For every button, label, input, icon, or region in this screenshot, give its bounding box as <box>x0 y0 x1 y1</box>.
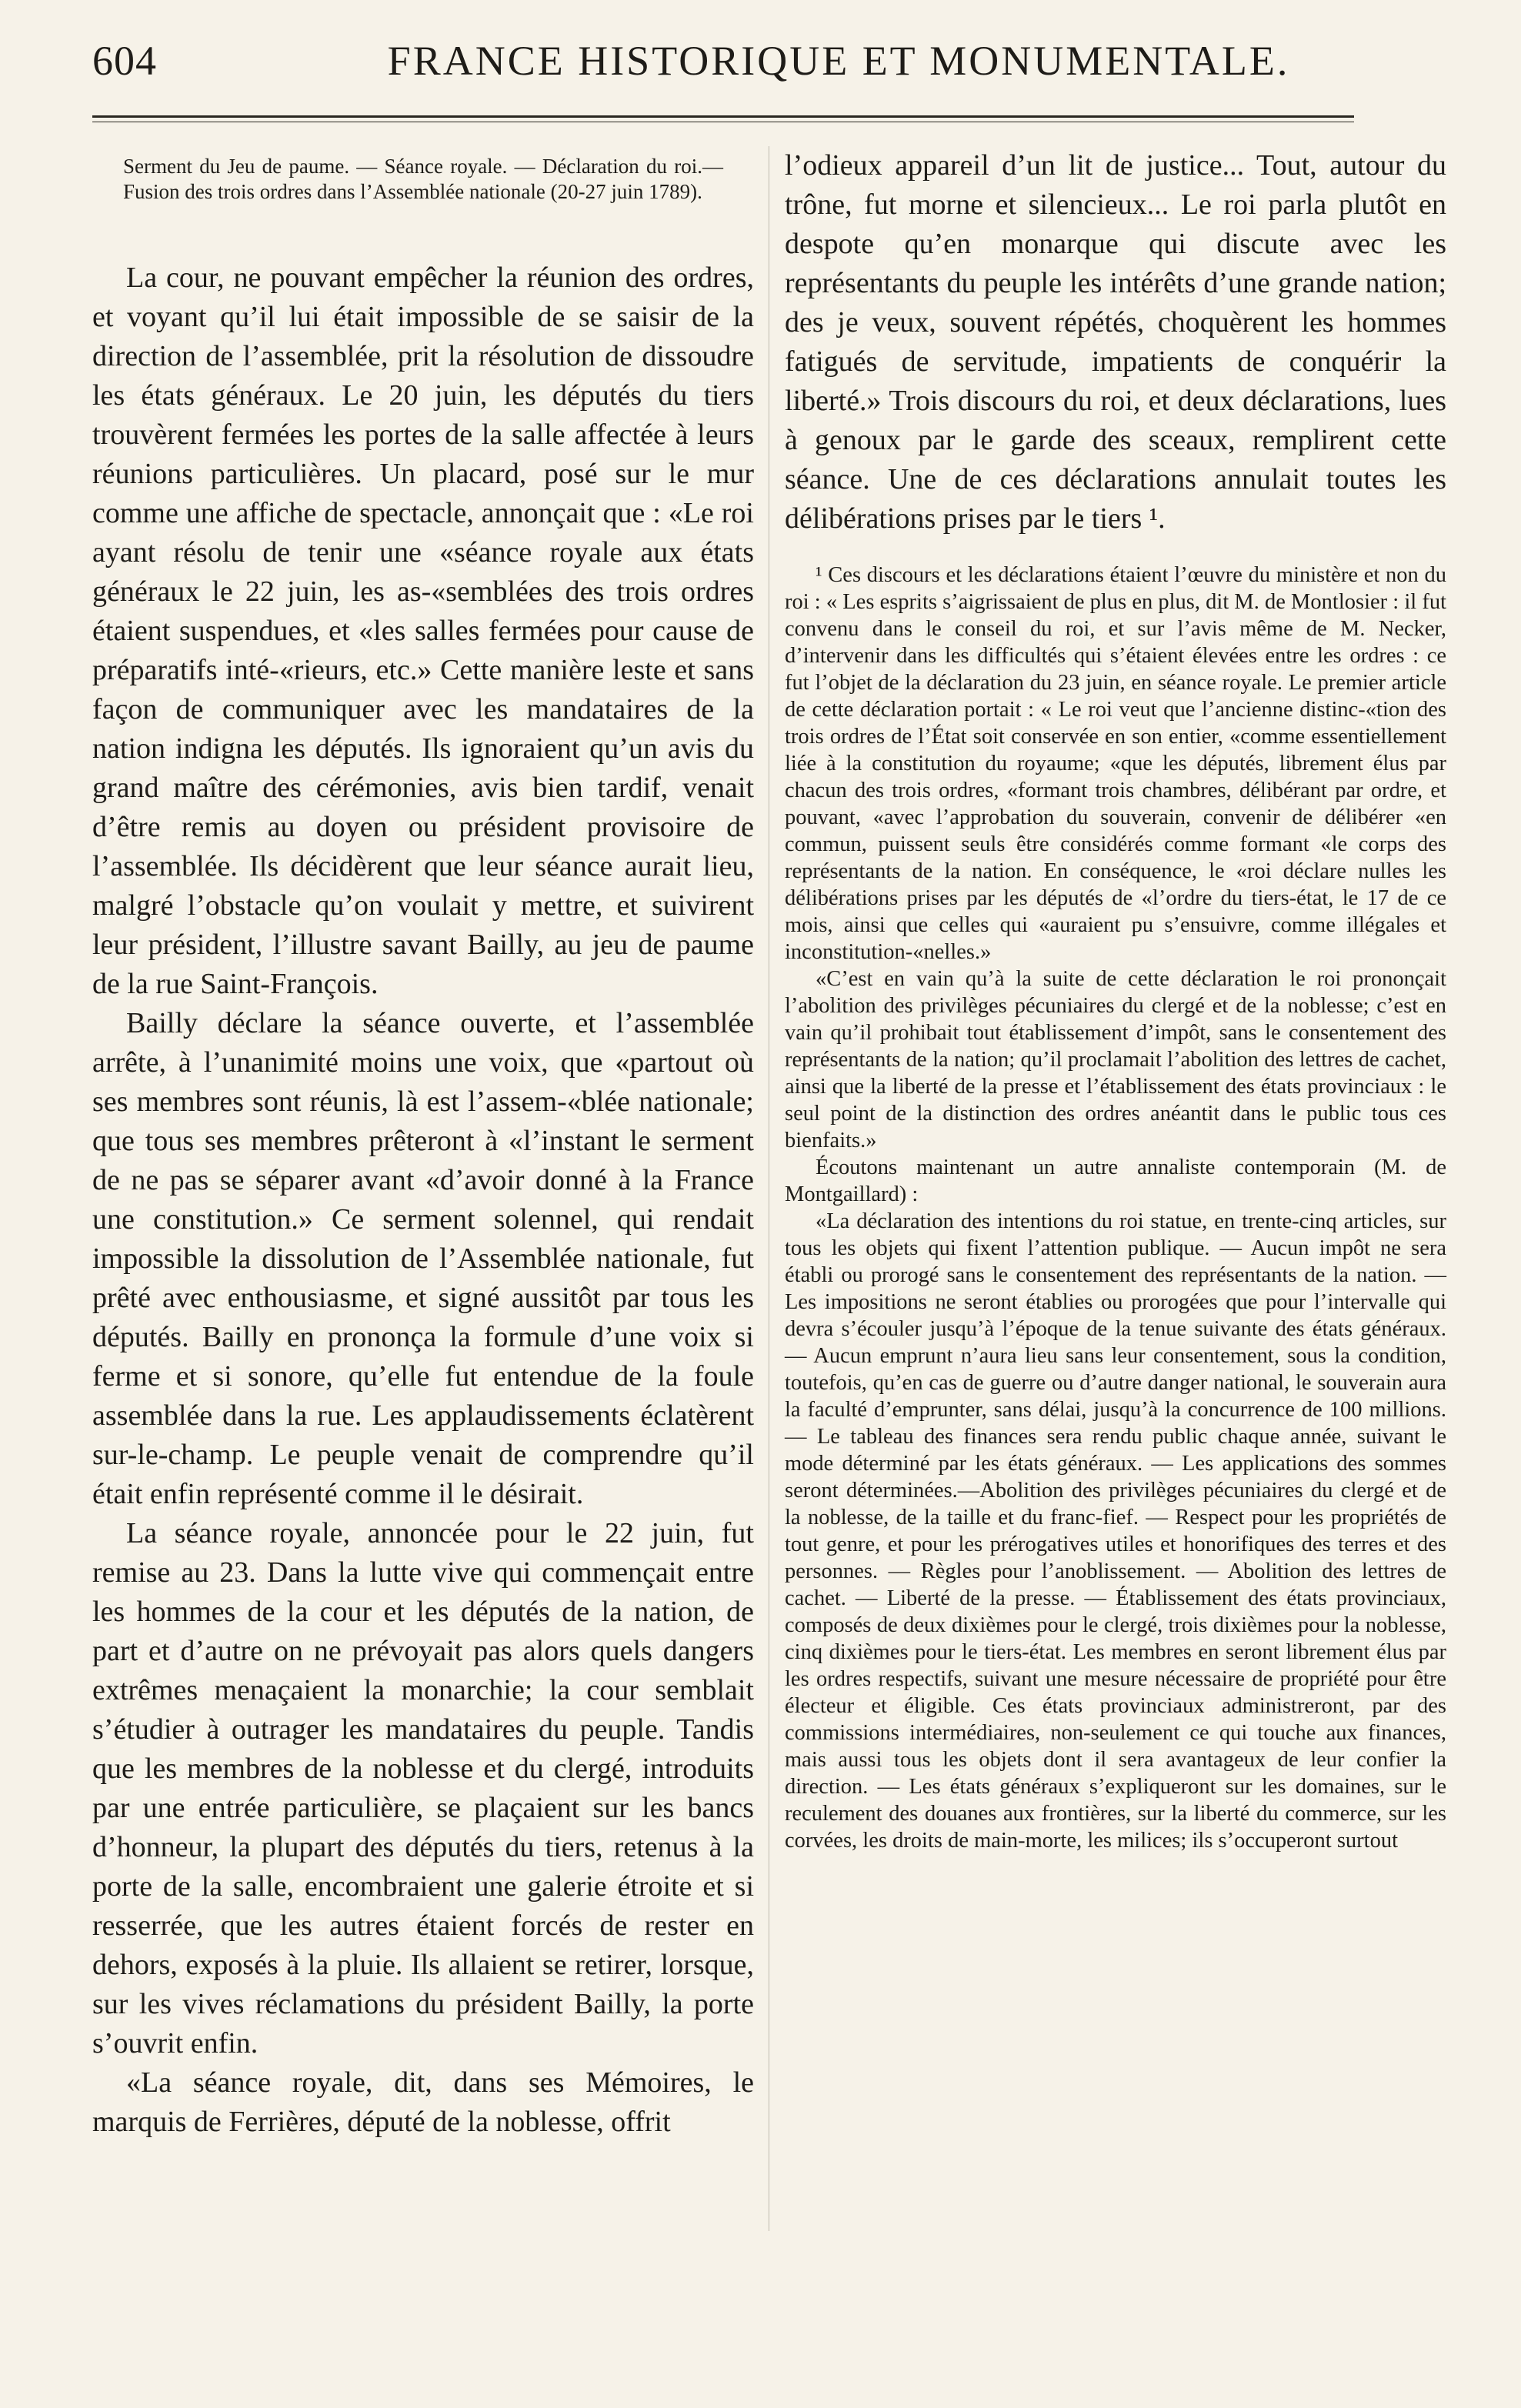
right-column <box>785 146 1446 1854</box>
footnote: «La déclaration des intentions du roi statue, en trente-cinq articles, sur tous les objets qui fixent l’attention publique. — Aucun impôt ne sera établi ou prorogé sans le consentement des représentants de la nation. — Les impositions ne seront établies ou prorogées que pour l’intervalle qui devra s’écouler jusqu’à l’époque de la tenue suivante des états généraux. — Aucun emprunt n’aura lieu sans leur consentement, sous la condition, toutefois, qu’en cas de guerre ou d’autre danger national, le souverain aura la faculté d’emprunter, sans délai, jusqu’à la concurrence de 100 millions. — Le tableau des finances sera rendu public chaque année, suivant le mode déterminé par les états généraux. — Les applications des sommes seront déterminées.—Abolition des privilèges pécuniaires du clergé et de la noblesse, de la taille et du franc-fief. — Respect pour les propriétés de tout genre, et pour les prérogatives utiles et honorifiques des terres et des personnes. — Règles pour l’anoblissement. — Abolition des lettres de cachet. — Liberté de la presse. — Établissement des états provinciaux, composés de deux dixièmes pour le clergé, trois dixièmes pour la noblesse, cinq dixièmes pour le tiers-état. Les membres en seront librement élus par les ordres respectifs, suivant une mesure nécessaire de propriété pour être électeur et éligible. Ces états provinciaux administreront, par des commissions intermédiaires, non-seulement ce qui touche aux finances, mais aussi tous les objets dont il sera avantageux de leur confier la direction. — Les états généraux s’expliqueront sur les domaines, sur le reculement des douanes aux frontières, sur la liberté du commerce, sur les corvées, les droits de main-morte, les milices; ils s’occuperont surtout <box>785 1209 1446 1853</box>
footnote: Écoutons maintenant un autre annaliste contemporain (M. de Montgaillard) : <box>785 1156 1446 1206</box>
footnote: «C’est en vain qu’à la suite de cette déclaration le roi prononçait l’abolition des privilèges pécuniaires du clergé et de la noblesse; c’est en vain qu’il prohibait tout établissement d’impôt, sans le consentement des représentants de la nation; qu’il proclamait l’abolition des lettres de cachet, ainsi que la liberté de la presse et l’établissement des états provinciaux : le seul point de la distinction des ordres anéantit dans le public tous ces bienfaits.» <box>785 967 1446 1152</box>
left-column <box>92 146 754 2142</box>
paragraph: «La séance royale, dit, dans ses Mémoires, le marquis de Ferrières, député de la noblesse, offrit <box>92 2066 754 2138</box>
footnote: ¹ Ces discours et les déclarations étaient l’œuvre du ministère et non du roi : « Les esprits s’aigrissaient de plus en plus, dit M. de Montlosier : il fut convenu dans le conseil du roi, et sur l’avis même de M. Necker, d’intervenir dans les difficultés qui s’étaient élevées entre les ordres : ce fut l’objet de la déclaration du 23 juin, en séance royale. Le premier article de cette déclaration portait : « Le roi veut que l’ancienne distinc-«tion des trois ordres de l’État soit conservée en son entier, «comme essentiellement liée à la constitution du royaume; «que les députés, librement élus par chacun des trois ordres, «formant trois chambres, délibérant par ordre, et pouvant, «avec l’approbation du souverain, convenir de délibérer «en commun, puissent seuls être considérés comme formant «le corps des représentants de la nation. En conséquence, le «roi déclare nulles les délibérations prises par les députés de «l’ordre du tiers-état, le 17 de ce mois, ainsi que celles qui «auraient pu s’ensuivre, comme illégales et inconstitution-«nelles.» <box>785 563 1446 964</box>
paragraph: Bailly déclare la séance ouverte, et l’assemblée arrête, à l’unanimité moins une voix, que «partout où ses membres sont réunis, là est l’assem-«blée nationale; que tous ses membres prêteront à «l’instant le serment de ne pas se séparer avant «d’avoir donné à la France une constitution.» Ce serment solennel, qui rendait impossible la dissolution de l’Assemblée nationale, fut prêté avec enthousiasme, et signé aussitôt par tous les députés. Bailly en prononça la formule d’une voix si ferme et si sonore, qu’elle fut entendue de la foule assemblée dans la rue. Les applaudissements éclatèrent sur-le-champ. Le peuple venait de comprendre qu’il était enfin représenté comme il le désirait. <box>92 1007 754 1510</box>
paragraph: La séance royale, annoncée pour le 22 juin, fut remise au 23. Dans la lutte vive qui commençait entre les hommes de la cour et les députés de la nation, de part et d’autre on ne prévoyait pas alors quels dangers extrêmes menaçaient la monarchie; la cour semblait s’étudier à outrager les mandataires du peuple. Tandis que les membres de la noblesse et du clergé, introduits par une entrée particulière, se plaçaient sur les bancs d’honneur, la plupart des députés du tiers, retenus à la porte de la salle, encombraient une galerie étroite et si resserrée, que les autres étaient forcés de rester en dehors, exposés à la pluie. Ils allaient se retirer, lorsque, sur les vives réclamations du président Bailly, la porte s’ouvrit enfin. <box>92 1517 754 2059</box>
running-title: FRANCE HISTORIQUE ET MONUMENTALE. <box>387 38 1290 84</box>
chapter-summary: Serment du Jeu de paume. — Séance royale. — Déclaration du roi.— Fusion des trois ordres dans l’Assemblée nationale (20-27 juin 1789). <box>123 155 723 203</box>
page-header <box>92 23 1354 108</box>
header-rule <box>92 115 1354 118</box>
page-number: 604 <box>92 38 157 84</box>
paragraph: La cour, ne pouvant empêcher la réunion des ordres, et voyant qu’il lui était impossible de se saisir de la direction de l’assemblée, prit la résolution de dissoudre les états généraux. Le 20 juin, les députés du tiers trouvèrent fermées les portes de la salle affectée à leurs réunions particulières. Un placard, posé sur le mur comme une affiche de spectacle, annonçait que : «Le roi ayant résolu de tenir une «séance royale aux états généraux le 22 juin, les as-«semblées des trois ordres étaient suspendues, et «les salles fermées pour cause de préparatifs inté-«rieurs, etc.» Cette manière leste et sans façon de communiquer avec les mandataires de la nation indigna les députés. Ils ignoraient qu’un avis du grand maître des cérémonies, avis bien tardif, venait d’être remis au doyen ou président provisoire de l’assemblée. Ils décidèrent que leur séance aurait lieu, malgré l’obstacle qu’on voulait y mettre, et suivirent leur président, l’illustre savant Bailly, au jeu de paume de la rue Saint-François. <box>92 262 754 1000</box>
paragraph-continued: l’odieux appareil d’un lit de justice... Tout, autour du trône, fut morne et silencieux... Le roi parla plutôt en despote qu’en monarque qui discute avec les représentants du peuple les intérêts d’une grande nation; des je veux, souvent répétés, choquèrent les hommes fatigués de servitude, impatients de conquérir la liberté.» Trois discours du roi, et deux déclarations, lues à genoux par le garde des sceaux, remplirent cette séance. Une de ces déclarations annulait toutes les délibérations prises par le tiers ¹. <box>785 149 1446 535</box>
